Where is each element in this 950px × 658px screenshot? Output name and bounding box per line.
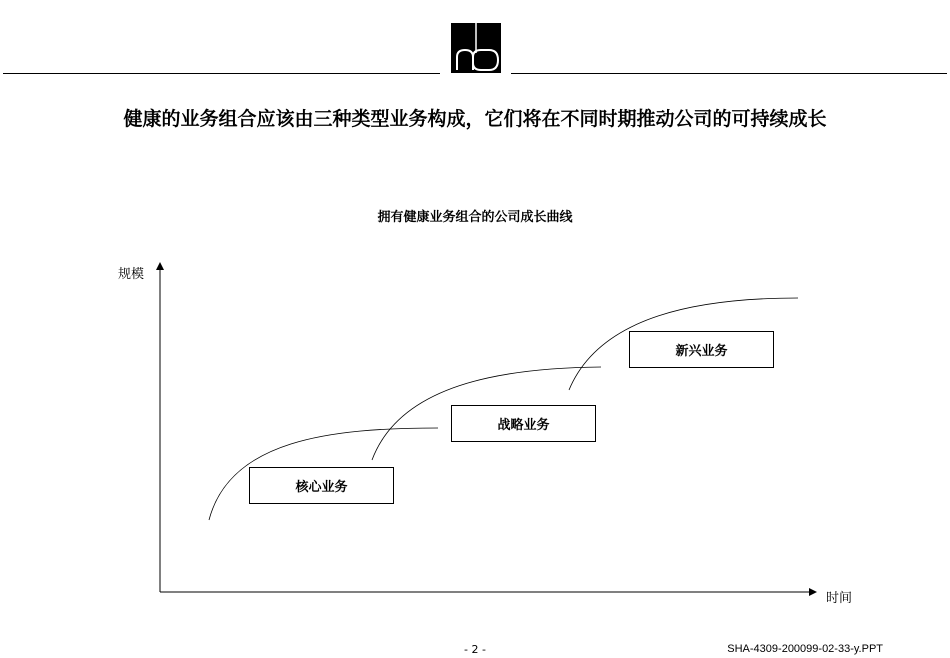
core-business-box: 核心业务 <box>249 467 394 504</box>
strategic-business-box: 战略业务 <box>451 405 596 442</box>
page-headline: 健康的业务组合应该由三种类型业务构成，它们将在不同时期推动公司的可持续成长 <box>123 108 827 130</box>
emerging-business-box: 新兴业务 <box>629 331 774 368</box>
diagram-title: 拥有健康业务组合的公司成长曲线 <box>377 210 573 225</box>
page-number: - 2 - <box>464 643 486 656</box>
y-axis-label: 规模 <box>118 267 145 282</box>
file-name: SHA-4309-200099-02-33-y.PPT <box>727 643 883 655</box>
x-axis-label: 时间 <box>826 591 853 606</box>
